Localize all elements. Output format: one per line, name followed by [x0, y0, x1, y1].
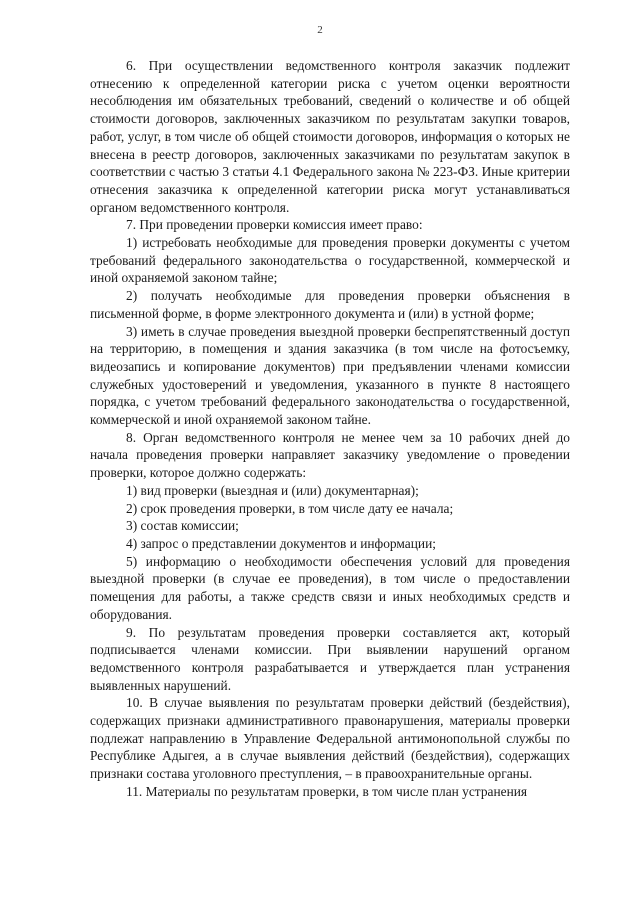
paragraph-7-item-3: 3) иметь в случае проведения выездной проверки беспрепятственный доступ на территорию, в помещения и здания заказчика (в том числе на фотосъемку, видеозапись и копирование документов) при предъявлении членами комиссии служебных удостоверений и уведомления, указанного в пункте 8 настоящего порядка, с учетом требований федерального законодательства о государственной, коммерческой и иной охраняемой законом тайне. [90, 323, 570, 428]
paragraph-8-item-3: 3) состав комиссии; [126, 518, 239, 534]
paragraph-6-risk-category: 6. При осуществлении ведомственного контроля заказчик подлежит отнесению к определенной категории риска с учетом оценки вероятности несоблюдения им обязательных требований, сведений о количестве и об общей стоимости договоров, заключенных заказчиком по результатам закупки товаров, работ, услуг, в том числе об общей стоимости договоров, информация о которых не внесена в реестр договоров, заключенных заказчиками по результатам закупок в соответствии с частью 3 статьи 4.1 Федерального закона № 223-ФЗ. Иные критерии отнесения заказчика к определенной категории риска могут устанавливаться органом ведомственного контроля. [90, 58, 570, 215]
page-number: 2 [317, 24, 323, 36]
paragraph-10-violations-referral: 10. В случае выявления по результатам проверки действий (бездействия), содержащих признаки административного правонарушения, материалы проверки подлежат направлению в Управление Федеральной антимонопольной службы по Республике Адыгея, а в случае выявления действий (бездействия), содержащих признаки состава уголовного преступления, – в правоохранительные органы. [90, 695, 570, 782]
paragraph-7-commission-rights: 7. При проведении проверки комиссия имеет право: [126, 217, 423, 233]
paragraph-8-item-5: 5) информацию о необходимости обеспечения условий для проведения выездной проверки (в случае ее проведения), в том числе о предоставлении помещения для работы, а также средств связи и иных необходимых средств и оборудования. [90, 553, 570, 622]
document-body [90, 57, 570, 801]
paragraph-8-item-2: 2) срок проведения проверки, в том числе дату ее начала; [126, 500, 454, 516]
paragraph-7-item-1: 1) истребовать необходимые для проведения проверки документы с учетом требований федерального законодательства о государственной, коммерческой и иной охраняемой законом тайне; [90, 235, 570, 286]
paragraph-9-inspection-act: 9. По результатам проведения проверки составляется акт, который подписывается членами комиссии. При выявлении нарушений органом ведомственного контроля разрабатывается и утверждается план устранения выявленных нарушений. [90, 624, 570, 693]
paragraph-8-item-1: 1) вид проверки (выездная и (или) документарная); [126, 482, 419, 498]
paragraph-8-item-4: 4) запрос о представлении документов и информации; [126, 535, 436, 551]
paragraph-8-notification: 8. Орган ведомственного контроля не менее чем за 10 рабочих дней до начала проведения проверки направляет заказчику уведомление о проведении проверки, которое должно содержать: [90, 429, 570, 481]
paragraph-11-materials: 11. Материалы по результатам проверки, в том числе план устранения [126, 783, 528, 799]
paragraph-7-item-2: 2) получать необходимые для проведения проверки объяснения в письменной форме, в форме электронного документа и (или) в устной форме; [90, 288, 570, 321]
